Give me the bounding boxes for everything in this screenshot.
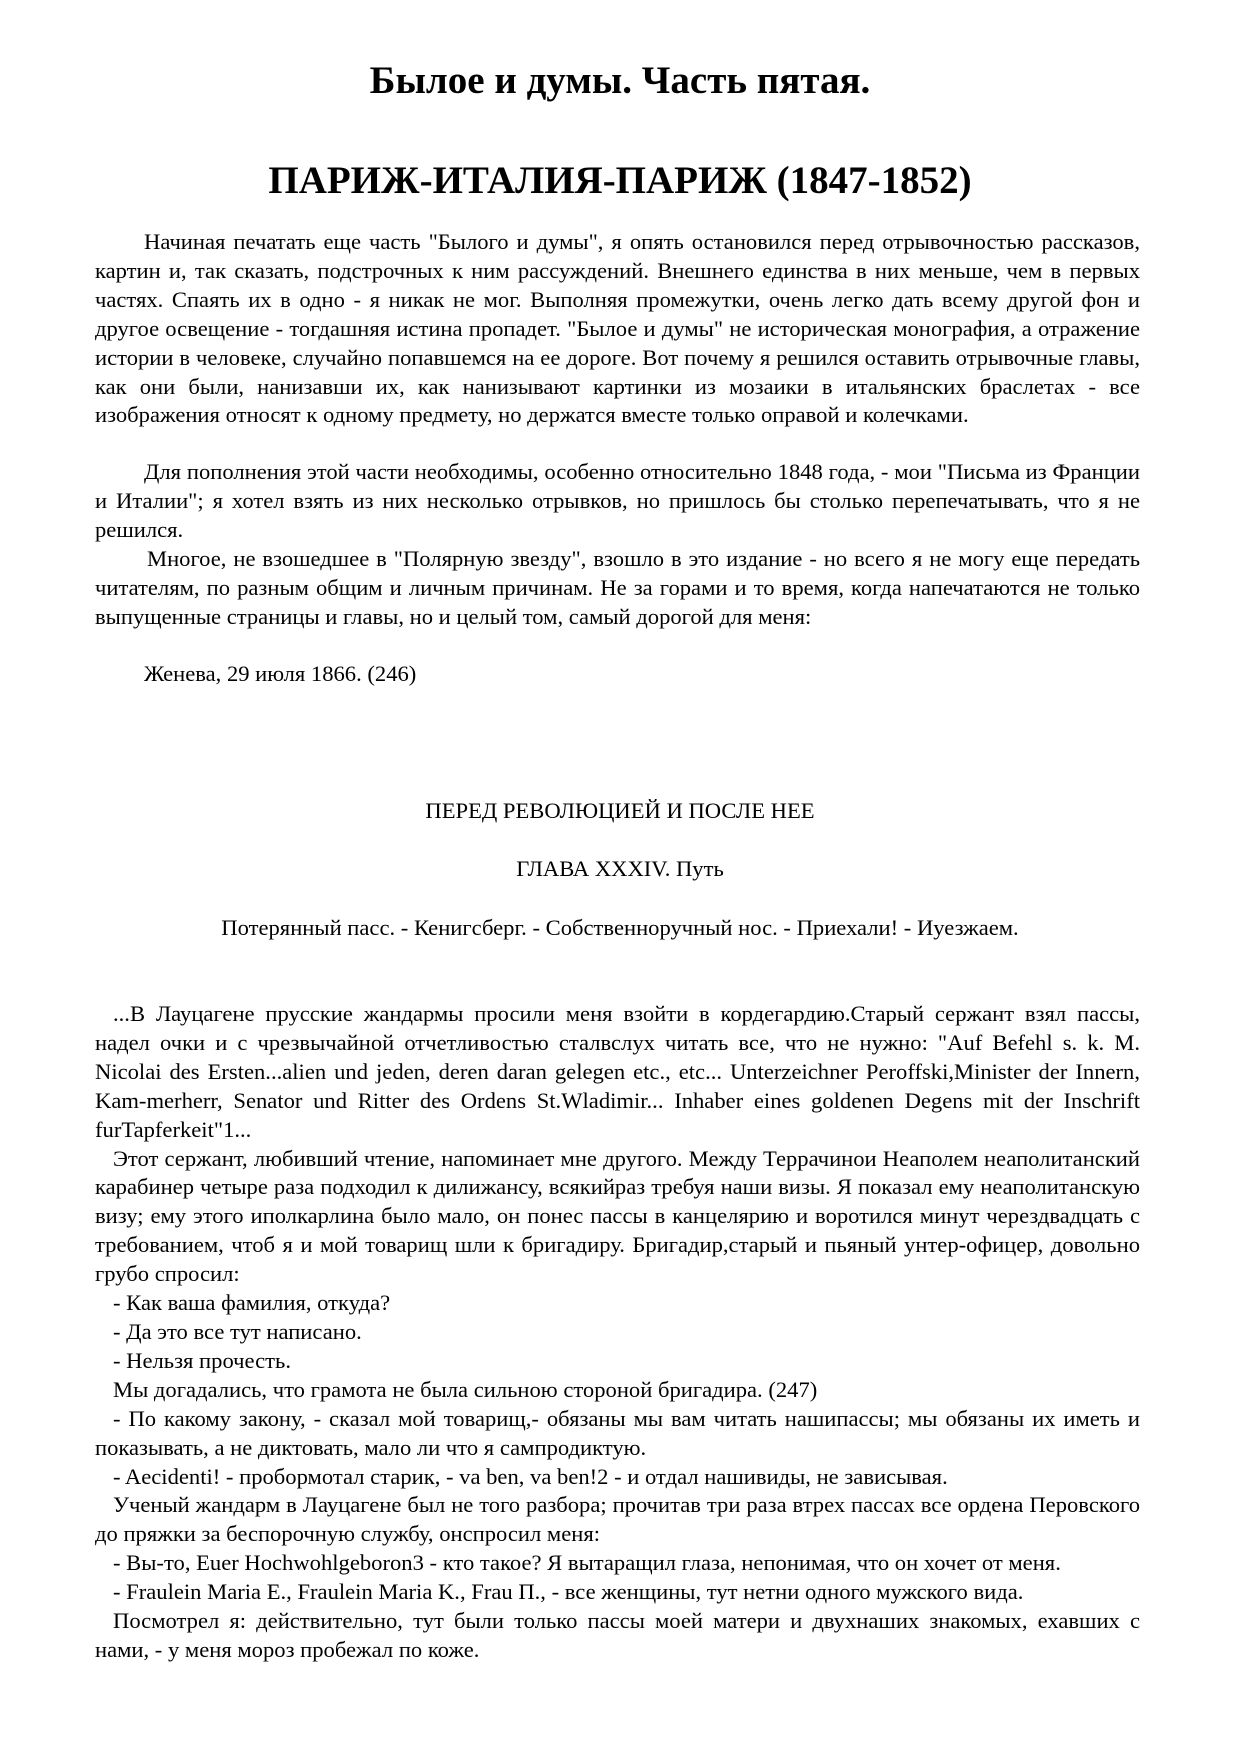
document-subtitle: ПАРИЖ-ИТАЛИЯ-ПАРИЖ (1847-1852) (268, 159, 972, 202)
chapter-body (95, 1000, 1140, 1665)
preface-block (95, 228, 1140, 689)
body-paragraph: ...В Лауцагене прусские жандармы просили меня взойти в кордегардию.Старый сержант взял пассы, надел очки и с чрезвычайной отчетливостью сталвслух читать все, что не нужно: "Auf Befehl s. k. M. Nicolai des Ersten...alien und jeden, deren daran gelegen etc., etc... Unterzeichner Peroffski,Minister der Innern, Kam-merherr, Senator und Ritter des Ordens St.Wladimir... Inhaber eines goldenen Degens mit der Inschrift furTapferkeit"1... (95, 1001, 1140, 1142)
document-title: Былое и думы. Часть пятая. (369, 59, 871, 102)
dialogue-line: - Нельзя прочесть. (113, 1347, 291, 1373)
dialogue-line: - Вы-то, Euer Hochwohlgeboron3 - кто такое? Я вытаращил глаза, непонимая, что он хочет от меня. (113, 1550, 1061, 1576)
dialogue-line: - По какому закону, - сказал мой товарищ,- обязаны мы вам читать нашипассы; мы обязаны их иметь и показывать, а не диктовать, мало ли что я сампродиктую. (95, 1405, 1140, 1460)
body-paragraph: Мы догадались, что грамота не была сильною стороной бригадира. (247) (113, 1376, 818, 1402)
chapter-heading: ГЛАВА XXXIV. Путь (516, 856, 724, 881)
preface-paragraph: Для пополнения этой части необходимы, особенно относительно 1848 года, - мои "Письма из Франции и Италии"; я хотел взять из них несколько отрывков, но пришлось бы столько перепечатывать, что я не решился. (95, 459, 1140, 543)
body-paragraph: Ученый жандарм в Лауцагене был не того разбора; прочитав три раза втрех пассах все ордена Перовского до пряжки за беспорочную службу, онспросил меня: (95, 1492, 1140, 1547)
section-heading: ПЕРЕД РЕВОЛЮЦИЕЙ И ПОСЛЕ НЕЕ (425, 798, 815, 823)
chapter-summary: Потерянный пасс. - Кенигсберг. - Собственноручный нос. - Приехали! - Иуезжаем. (221, 915, 1019, 940)
body-paragraph: Посмотрел я: действительно, тут были только пассы моей матери и двухнаших знакомых, ехавших с нами, - у меня мороз пробежал по коже. (95, 1608, 1140, 1662)
dialogue-line: - Да это все тут написано. (113, 1318, 362, 1344)
dialogue-line: - Как ваша фамилия, откуда? (113, 1290, 391, 1316)
preface-paragraph: Начиная печатать еще часть "Былого и думы", я опять остановился перед отрывочностью рассказов, картин и, так сказать, подстрочных к ним рассуждений. Внешнего единства в них меньше, чем в первых частях. Спаять их в одно - я никак не мог. Выполняя промежутки, очень легко дать всему другой фон и другое освещение - тогдашняя истина пропадет. "Былое и думы" не историческая монография, а отражение истории в человеке, случайно попавшемся на ее дороге. Вот почему я решился оставить отрывочные главы, как они были, нанизавши их, как нанизывают картинки из мозаики в итальянских браслетах - все изображения относят к одному предмету, но держатся вместе только оправой и колечками. (95, 229, 1140, 428)
dateline: Женева, 29 июля 1866. (246) (144, 660, 417, 686)
preface-paragraph: Многое, не взошедшее в "Полярную звезду", взошло в это издание - но всего я не могу еще передать читателям, по разным общим и личным причинам. Не за горами и то время, когда напечатаются не только выпущенные страницы и главы, но и целый том, самый дорогой для меня: (95, 546, 1140, 629)
dialogue-line: - Aecidenti! - пробормотал старик, - va ben, va ben!2 - и отдал нашивиды, не зависывая. (113, 1463, 948, 1489)
body-paragraph: Этот сержант, любивший чтение, напоминает мне другого. Между Террачинои Неаполем неаполитанский карабинер четыре раза подходил к дилижансу, всякийраз требуя наши визы. Я показал ему неаполитанскую визу; ему этого иполкарлина было мало, он понес пассы в канцелярию и воротился минут черездвадцать с требованием, чтоб я и мой товарищ шли к бригадиру. Бригадир,старый и пьяный унтер-офицер, довольно грубо спросил: (95, 1145, 1140, 1287)
dialogue-line: - Fraulein Maria E., Fraulein Maria K., Frau П., - все женщины, тут нетни одного мужского вида. (113, 1579, 1024, 1605)
